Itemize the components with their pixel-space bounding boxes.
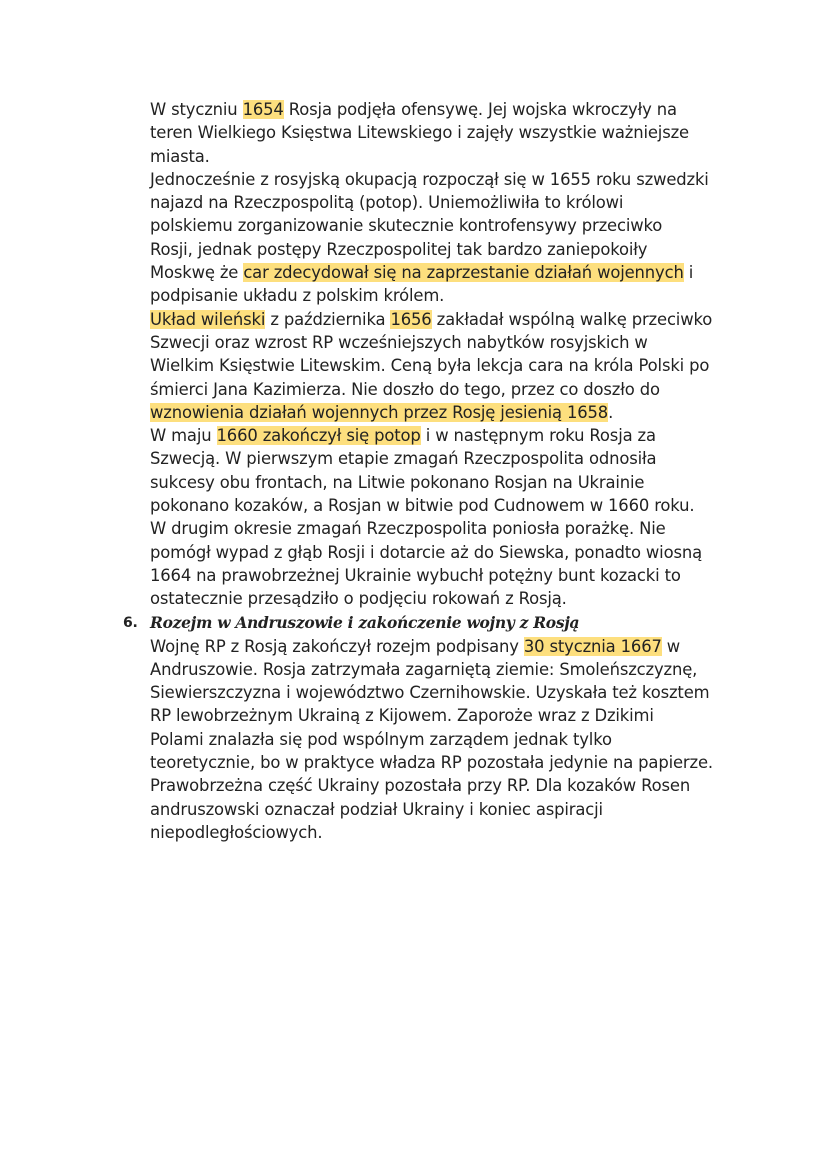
text-run: podpisanie układu z polskim królem. bbox=[150, 286, 445, 306]
text-line bbox=[150, 447, 750, 470]
text-line bbox=[150, 751, 750, 774]
highlighted-text: 1660 zakończył się potop bbox=[216, 426, 421, 446]
text-run: Prawobrzeżna część Ukrainy pozostała przy RP. Dla kozaków Rosen bbox=[150, 776, 691, 796]
text-run: W styczniu bbox=[150, 100, 243, 119]
text-line bbox=[150, 424, 750, 447]
highlighted-text: Układ wileński bbox=[150, 309, 266, 329]
document-content bbox=[123, 98, 750, 844]
text-line bbox=[150, 704, 750, 727]
text-run: Wojnę RP z Rosją zakończył rozejm podpisany bbox=[150, 636, 524, 656]
text-run: i w następnym roku Rosja za bbox=[420, 426, 656, 446]
text-run: najazd na Rzeczpospolitą (potop). Uniemożliwiła to królowi bbox=[150, 193, 624, 213]
text-run: niepodległościowych. bbox=[150, 822, 323, 842]
text-line bbox=[150, 681, 750, 704]
text-line bbox=[150, 191, 750, 214]
text-line bbox=[150, 354, 750, 377]
text-run: zakładał wspólną walkę przeciwko bbox=[431, 309, 713, 329]
text-line bbox=[150, 121, 750, 144]
text-run: andruszowski oznaczał podział Ukrainy i koniec aspiracji bbox=[150, 799, 603, 819]
text-line bbox=[150, 378, 750, 401]
highlighted-text: 1654 bbox=[242, 100, 284, 119]
text-run: polskiemu zorganizowanie skutecznie kontrofensywy przeciwko bbox=[150, 216, 663, 236]
text-run: Szwecji oraz wzrost RP wcześniejszych nabytków rosyjskich w bbox=[150, 332, 648, 352]
text-run: Jednocześnie z rosyjską okupacją rozpoczął się w 1655 roku szwedzki bbox=[150, 169, 709, 189]
text-run: Rosji, jednak postępy Rzeczpospolitej tak bardzo zaniepokoiły bbox=[150, 239, 648, 259]
text-run: W maju bbox=[150, 426, 217, 446]
text-run: teren Wielkiego Księstwa Litewskiego i zajęły wszystkie ważniejsze bbox=[150, 123, 689, 143]
text-line bbox=[150, 401, 750, 424]
section-6-paragraphs bbox=[150, 635, 750, 845]
text-run: Siewierszczyzna i województwo Czernihowskie. Uzyskała też kosztem bbox=[150, 683, 710, 703]
highlighted-text: wznowienia działań wojennych przez Rosję jesienią 1658 bbox=[150, 402, 609, 422]
text-run: RP lewobrzeżnym Ukrainą z Kijowem. Zaporoże wraz z Dzikimi bbox=[150, 706, 654, 726]
text-run: z października bbox=[265, 309, 391, 329]
section-5-paragraphs bbox=[150, 98, 750, 611]
text-line bbox=[150, 821, 750, 844]
text-line bbox=[150, 517, 750, 540]
text-line bbox=[150, 728, 750, 751]
text-line bbox=[150, 145, 750, 168]
text-run: teoretycznie, bo w praktyce władza RP pozostała jedynie na papierze. bbox=[150, 753, 713, 773]
text-run: Szwecją. W pierwszym etapie zmagań Rzeczpospolita odnosiła bbox=[150, 449, 657, 469]
text-run: pomógł wypad z głąb Rosji i dotarcie aż do Siewska, ponadto wiosną bbox=[150, 542, 702, 562]
text-run: miasta. bbox=[150, 146, 210, 166]
text-line bbox=[150, 214, 750, 237]
text-run: Rosja podjęła ofensywę. Jej wojska wkroczyły na bbox=[283, 100, 677, 119]
text-line bbox=[150, 798, 750, 821]
text-run: W drugim okresie zmagań Rzeczpospolita poniosła porażkę. Nie bbox=[150, 519, 666, 539]
highlighted-text: car zdecydował się na zaprzestanie działań wojennych bbox=[243, 263, 684, 283]
text-run: . bbox=[608, 402, 614, 422]
text-run: sukcesy obu frontach, na Litwie pokonano Rosjan na Ukrainie bbox=[150, 472, 645, 492]
text-run: Polami znalazła się pod wspólnym zarządem jednak tylko bbox=[150, 729, 612, 749]
text-run: w bbox=[661, 636, 681, 656]
section-6-title: Rozejm w Andruszowie i zakończenie wojny z Rosją bbox=[150, 612, 580, 632]
text-line bbox=[150, 284, 750, 307]
text-run: Wielkim Księstwie Litewskim. Ceną była lekcja cara na króla Polski po bbox=[150, 356, 710, 376]
text-line bbox=[150, 658, 750, 681]
text-run: pokonano kozaków, a Rosjan w bitwie pod Cudnowem w 1660 roku. bbox=[150, 496, 695, 516]
text-run: Andruszowie. Rosja zatrzymała zagarniętą ziemie: Smoleńszczyznę, bbox=[150, 659, 698, 679]
text-line bbox=[150, 494, 750, 517]
text-run: śmierci Jana Kazimierza. Nie doszło do tego, przez co doszło do bbox=[150, 379, 660, 399]
text-line bbox=[150, 331, 750, 354]
text-line bbox=[150, 774, 750, 797]
text-line bbox=[150, 471, 750, 494]
section-6-number: 6. bbox=[123, 614, 138, 631]
text-run: i bbox=[683, 263, 694, 283]
text-line bbox=[150, 168, 750, 191]
text-line bbox=[150, 541, 750, 564]
highlighted-text: 1656 bbox=[390, 309, 432, 329]
section-6-heading bbox=[123, 611, 750, 635]
text-line bbox=[150, 587, 750, 610]
text-line bbox=[150, 261, 750, 284]
text-run: 1664 na prawobrzeżnej Ukrainie wybuchł potężny bunt kozacki to bbox=[150, 565, 681, 585]
text-line bbox=[150, 635, 750, 658]
text-run: ostatecznie przesądziło o podjęciu rokowań z Rosją. bbox=[150, 589, 567, 609]
highlighted-text: 30 stycznia 1667 bbox=[523, 636, 662, 656]
text-line bbox=[150, 308, 750, 331]
text-line bbox=[150, 98, 750, 121]
text-line bbox=[150, 564, 750, 587]
text-run: Moskwę że bbox=[150, 263, 244, 283]
text-line bbox=[150, 238, 750, 261]
